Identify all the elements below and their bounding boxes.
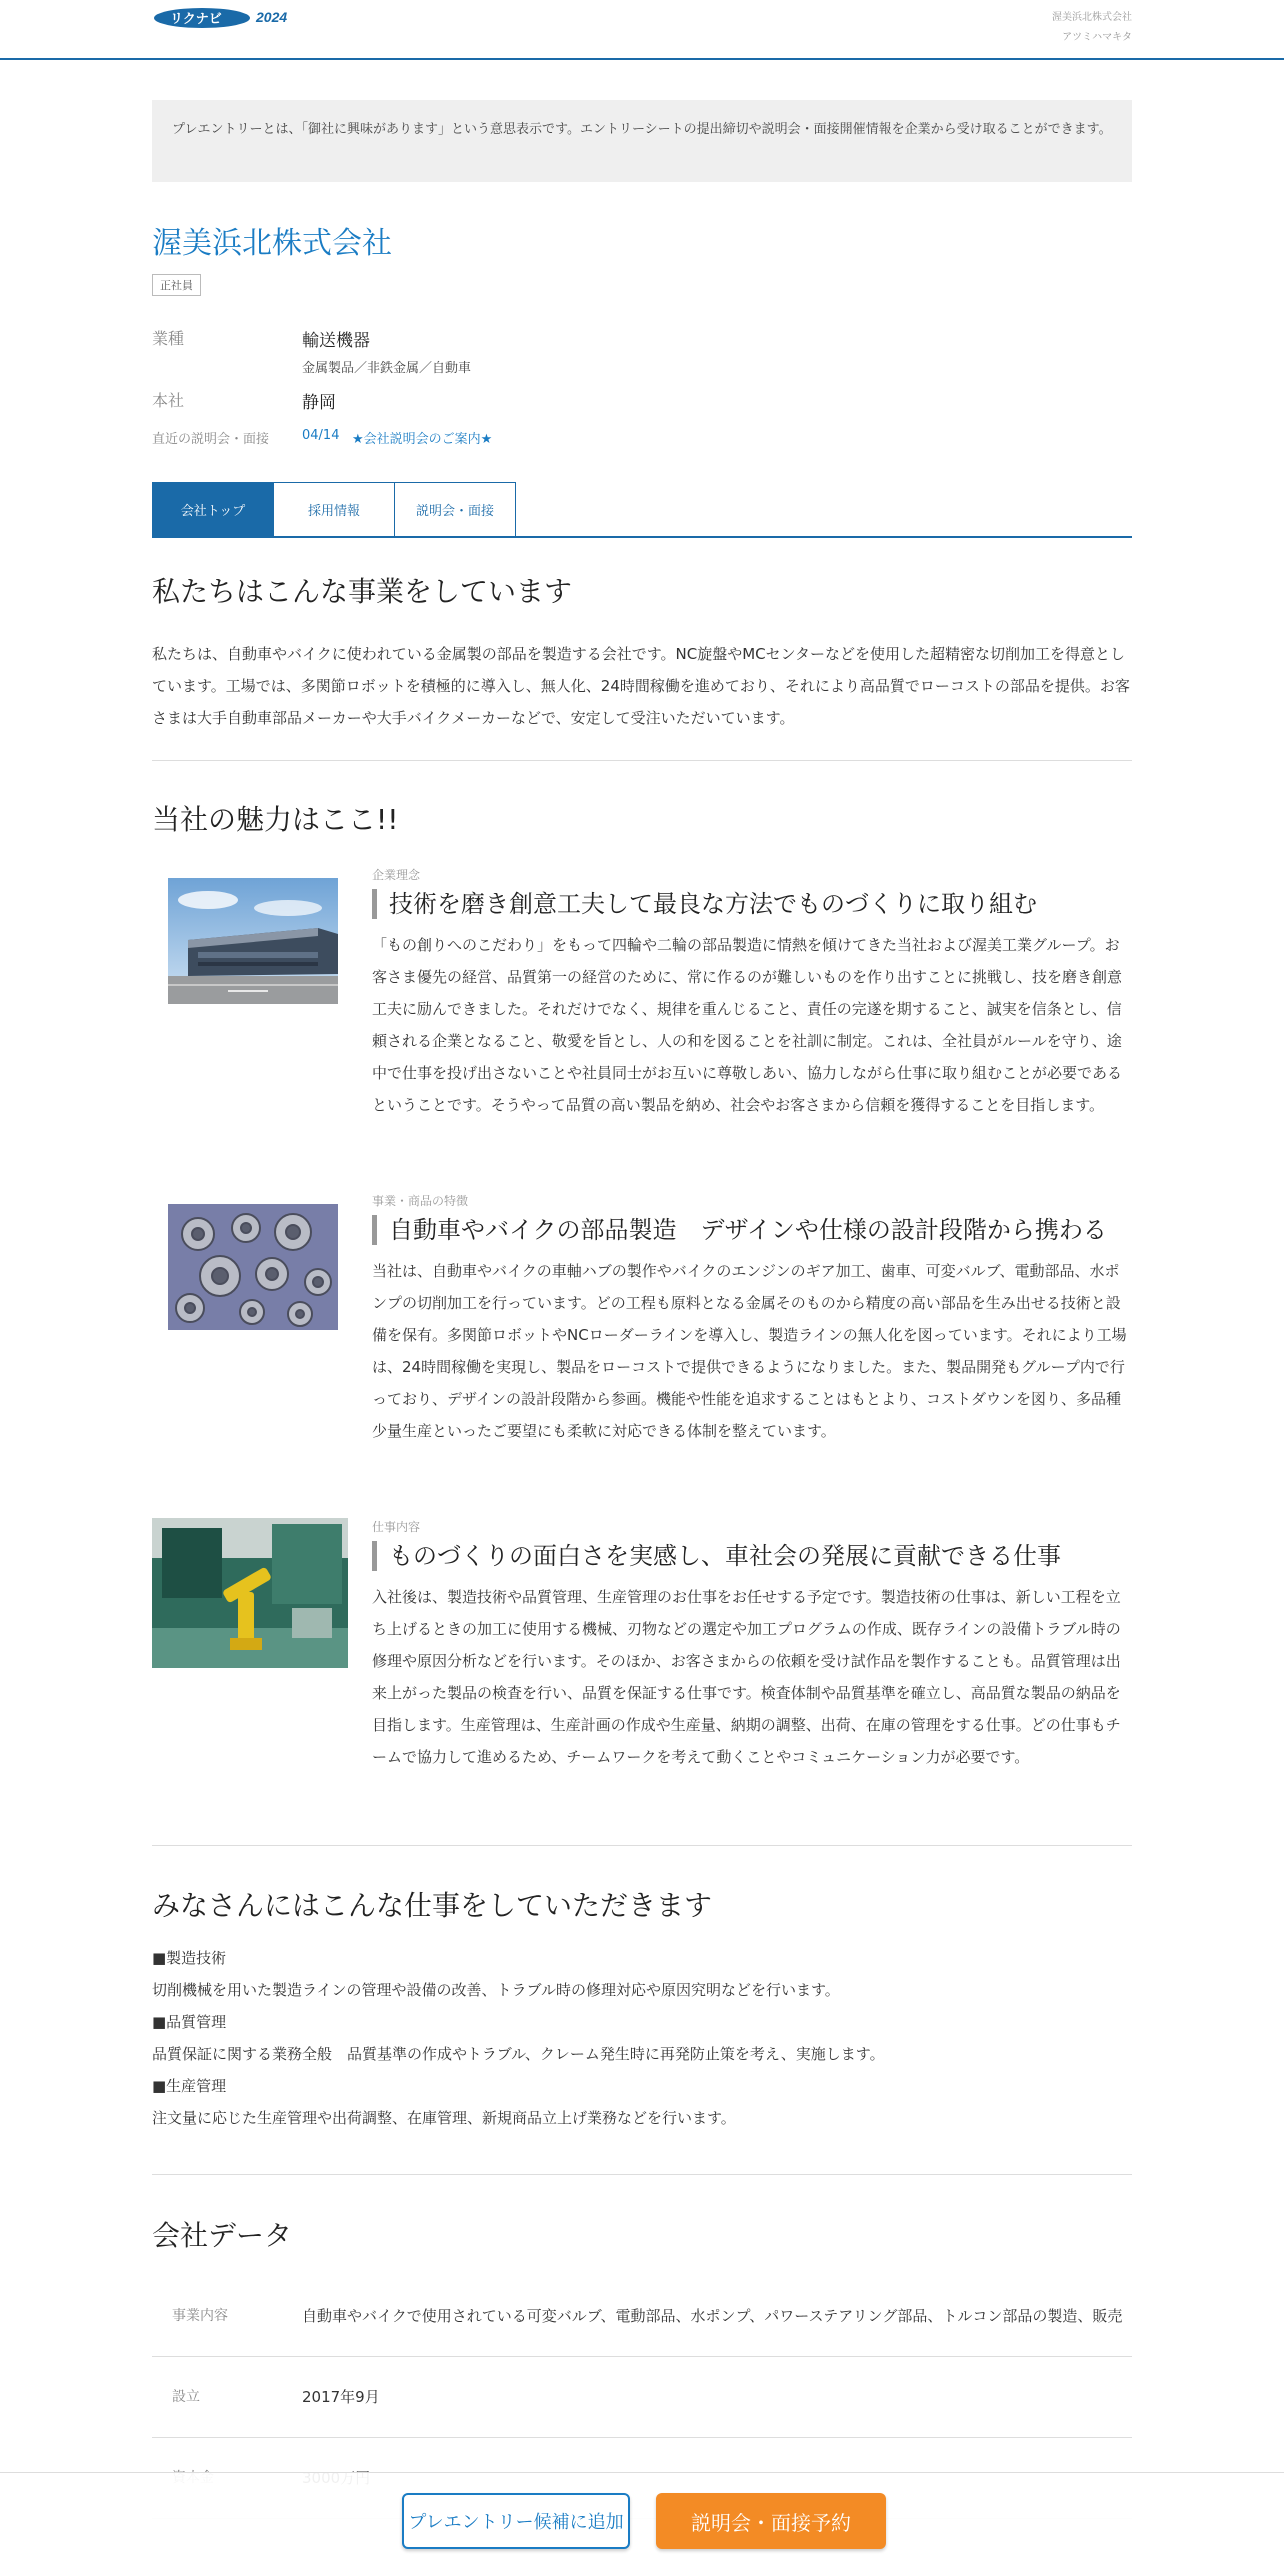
appeal-item bbox=[152, 1192, 1132, 1492]
company-name: 渥美浜北株式会社 bbox=[152, 226, 392, 261]
industry-sub: 金属製品／非鉄金属／自動車 bbox=[302, 361, 472, 376]
header-company-name: 渥美浜北株式会社 bbox=[1052, 12, 1132, 23]
work-line: 品質保証に関する業務全般 品質基準の作成やトラブル、クレーム発生時に再発防止策を考え、実施します。 bbox=[152, 2045, 885, 2063]
hq-value: 静岡 bbox=[302, 393, 336, 413]
work-line: ■製造技術 bbox=[152, 1949, 227, 1967]
hq-label: 本社 bbox=[152, 391, 185, 410]
recent-session-date[interactable]: 04/14 bbox=[302, 428, 340, 443]
company-data-value: 自動車やバイクで使用されている可変バルブ、電動部品、水ポンプ、パワーステアリング部品、トルコン部品の製造、販売 bbox=[302, 2307, 1123, 2325]
company-data-label: 事業内容 bbox=[172, 2308, 228, 2324]
site-header bbox=[0, 0, 1284, 60]
rikunabi-logo[interactable] bbox=[152, 4, 287, 30]
appeal-item-content bbox=[372, 1192, 1132, 1447]
session-reserve-button[interactable]: 説明会・面接予約 bbox=[656, 2493, 886, 2549]
industry-row bbox=[152, 318, 1132, 380]
business-title: 私たちはこんな事業をしています bbox=[152, 575, 573, 608]
work-list bbox=[152, 1942, 1132, 2134]
work-line: ■品質管理 bbox=[152, 2013, 227, 2031]
appeal-item-content bbox=[372, 1518, 1132, 1773]
company-tabs bbox=[152, 482, 1132, 538]
employment-type-badge: 正社員 bbox=[152, 274, 201, 296]
tag-row bbox=[152, 274, 1132, 296]
tab-company-top[interactable]: 会社トップ bbox=[152, 482, 274, 536]
tab-recruit-info[interactable]: 採用情報 bbox=[273, 482, 395, 536]
divider bbox=[152, 1845, 1132, 1846]
logo-text: リクナビ bbox=[170, 12, 222, 27]
appeal-category: 事業・商品の特徴 bbox=[372, 1194, 469, 1208]
work-title: みなさんにはこんな仕事をしていただきます bbox=[152, 1889, 713, 1922]
recent-session-link[interactable]: ★会社説明会のご案内★ bbox=[352, 432, 493, 447]
company-data-label: 設立 bbox=[172, 2389, 200, 2405]
company-data-value: 2017年9月 bbox=[302, 2388, 380, 2406]
preentry-notice: プレエントリーとは、「御社に興味があります」という意思表示です。エントリーシートの提出締切や説明会・面接開催情報を企業から受け取ることができます。 bbox=[152, 100, 1132, 182]
company-data-title: 会社データ bbox=[152, 2219, 293, 2252]
appeal-item-content bbox=[372, 866, 1132, 1121]
work-line: 切削機械を用いた製造ラインの管理や設備の改善、トラブル時の修理対応や原因究明などを行います。 bbox=[152, 1981, 840, 1999]
divider bbox=[152, 760, 1132, 761]
appeal-heading: 自動車やバイクの部品製造 デザインや仕様の設計段階から携わる bbox=[372, 1215, 1132, 1245]
recent-session-label: 直近の説明会・面接 bbox=[152, 432, 270, 447]
company-info bbox=[152, 318, 1132, 447]
work-line: 注文量に応じた生産管理や出荷調整、在庫管理、新規商品立上げ業務などを行います。 bbox=[152, 2109, 736, 2127]
appeal-category: 仕事内容 bbox=[372, 1520, 421, 1534]
recent-session-row bbox=[152, 422, 1132, 447]
company-data-row bbox=[152, 2357, 1132, 2438]
appeal-category: 企業理念 bbox=[372, 868, 421, 882]
factory-building-photo bbox=[168, 878, 338, 1004]
appeal-heading: ものづくりの面白さを実感し、車社会の発展に貢献できる仕事 bbox=[372, 1541, 1132, 1571]
industry-value: 輸送機器 bbox=[302, 331, 370, 351]
bottom-action-bar bbox=[0, 2472, 1284, 2568]
business-text: 私たちは、自動車やバイクに使われている金属製の部品を製造する会社です。NC旋盤やMCセンターなどを使用した超精密な切削加工を得意としています。工場では、多関節ロボットを積極的に導入し、無人化、24時間稼働を進めており、それにより高品質でローコストの部品を提供。お客さまは大手自動車部品メーカーや大手バイクメーカーなどで、安定して受注いただいています。 bbox=[152, 645, 1130, 727]
appeal-text: 当社は、自動車やバイクの車軸ハブの製作やバイクのエンジンのギア加工、歯車、可変バルブ、電動部品、水ポンプの切削加工を行っています。どの工程も原料となる金属そのものから精度の高い部品を生み出せる技術と設備を保有。多関節ロボットやNCローダーラインを導入し、製造ラインの無人化を図っています。それにより工場は、24時間稼働を実現し、製品をローコストで提供できるようになりました。また、製品開発もグループ内で行っており、デザインの設計段階から参画。機能や性能を追求することはもとより、コストダウンを図り、多品種少量生産といったご要望にも柔軟に対応できる体制を整えています。 bbox=[372, 1262, 1127, 1440]
appeal-item bbox=[152, 866, 1132, 1166]
appeal-item bbox=[152, 1518, 1132, 1828]
logo-mark-icon bbox=[152, 4, 252, 30]
metal-parts-photo bbox=[168, 1204, 338, 1330]
logo-year: 2024 bbox=[256, 9, 288, 25]
company-data-row bbox=[152, 2276, 1132, 2357]
industry-values bbox=[302, 318, 471, 380]
appeal-heading: 技術を磨き創意工夫して最良な方法でものづくりに取り組む bbox=[372, 889, 1132, 919]
industry-label: 業種 bbox=[152, 329, 185, 348]
appeal-text: 「もの創りへのこだわり」をもって四輪や二輪の部品製造に情熱を傾けてきた当社および渥美工業グループ。お客さま優先の経営、品質第一の経営のために、常に作るのが難しいものを作り出すことに挑戦し、技を磨き創意工夫に励んできました。それだけでなく、規律を重んじること、責任の完遂を期すること、誠実を信条とし、信頼される企業となること、敬愛を旨とし、人の和を図ることを社訓に制定。これは、全社員がルールを守り、途中で仕事を投げ出さないことや社員同士がお互いに尊敬しあい、協力しながら仕事に取り組むことが必要であるということです。そうやって品質の高い製品を納め、社会やお客さまから信頼を獲得することを目指します。 bbox=[372, 936, 1123, 1114]
hq-row bbox=[152, 380, 1132, 422]
preentry-add-button[interactable]: プレエントリー候補に追加 bbox=[402, 2493, 630, 2549]
header-company-kana: アツミハマキタ bbox=[1062, 32, 1132, 43]
work-line: ■生産管理 bbox=[152, 2077, 227, 2095]
divider bbox=[152, 2174, 1132, 2175]
tab-sessions[interactable]: 説明会・面接 bbox=[394, 482, 516, 536]
appeal-text: 入社後は、製造技術や品質管理、生産管理のお仕事をお任せする予定です。製造技術の仕事は、新しい工程を立ち上げるときの加工に使用する機械、刃物などの選定や加工プログラムの作成、既存ラインの設備トラブル時の修理や原因分析などを行います。そのほか、お客さまからの依頼を受け試作品を製作することも。品質管理は出来上がった製品の検査を行い、品質を保証する仕事です。検査体制や品質基準を確立し、高品質な製品の納品を目指します。生産管理は、生産計画の作成や生産量、納期の調整、出荷、在庫の管理をする仕事。どの仕事もチームで協力して進めるため、チームワークを考えて動くことやコミュニケーション力が必要です。 bbox=[372, 1588, 1121, 1766]
header-company-info bbox=[1052, 8, 1132, 48]
robot-arm-photo bbox=[152, 1518, 348, 1668]
appeal-title: 当社の魅力はここ!! bbox=[152, 803, 399, 836]
